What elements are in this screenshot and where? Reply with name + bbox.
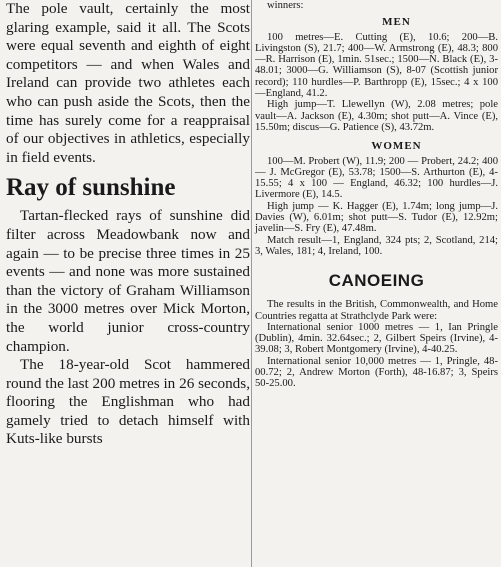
men-label: MEN [382, 16, 411, 29]
results-block [255, 0, 498, 257]
column-divider [251, 0, 252, 567]
canoeing-1000m: International senior 1000 metres — 1, Ian Pringle (Dublin), 4min. 32.64sec.; 2, Gilbert Speirs (Irvine), 4-39.08; 3, Robert Montgomery (Irvine), 4-40.25. [255, 321, 498, 356]
men-track-results: 100 metres—E. Cutting (E), 10.6; 200—B. Livingston (S), 21.7; 400—W. Armstrong (E), 48.3; 800—R. Harrison (E), 1min. 51sec.; 1500—N. Black (E), 3-48.01; 3000—G. Williamson (S), 8-07 (Scottish junior record); 110 hurdles—P. Barthropp (E), 15sec.; 4 x 100—England, 41.2. [255, 31, 498, 100]
right-column [255, 0, 498, 390]
men-field-results: High jump—T. Llewellyn (W), 2.08 metres; pole vault—A. Jackson (E), 4.30m; shot putt—A. Vince (E), 15.50m; discus—G. Patience (S), 43.72m. [255, 99, 498, 133]
women-field-results: High jump — K. Hagger (E), 1.74m; long jump—J. Davies (W), 6.01m; shot putt—S. Tudor (E), 12.92m; javelin—S. Fry (E), 47.48m. [255, 200, 498, 235]
article-subheadline: Ray of sunshine [6, 174, 176, 202]
canoeing-headline: CANOEING [328, 271, 425, 291]
match-result: Match result—1, England, 324 pts; 2, Scotland, 214; 3, Wales, 181; 4, Ireland, 100. [255, 234, 498, 257]
canoeing-block [255, 299, 498, 389]
paragraph-sunshine: Tartan-flecked rays of sunshine did filter across Meadowbank now and again — to be precise three times in 25 events — and none was more sustained than the victory of Graham Williamson in the 3000 metres over Mick Morton, the world junior cross-country champion. [6, 207, 250, 355]
paragraph-williamson: The 18-year-old Scot hammered round the last 200 metres in 26 seconds, flooring the Englishman who had gamely tried to detach himself with Kuts-like bursts [6, 356, 250, 448]
canoeing-intro: The results in the British, Commonwealth, and Home Countries regatta at Strathclyde Park were: [255, 299, 498, 322]
top-fragment: winners: [267, 0, 304, 11]
canoeing-10000m: International senior 10,000 metres — 1, Pringle, 48-00.72; 2, Andrew Morton (Forth), 48-16.87; 3, Speirs 50-25.00. [255, 355, 498, 390]
women-label: WOMEN [371, 140, 422, 153]
left-column [6, 0, 250, 449]
women-track-results: 100—M. Probert (W), 11.9; 200 — Probert, 24.2; 400 — J. McGregor (E), 53.78; 1500—S. Arthurton (E), 4-15.55; 4 x 100 — England, 46.32; 100 hurdles—J. Livermore (E), 14.5. [255, 155, 498, 201]
intro-paragraph: The pole vault, certainly the most glaring example, said it all. The Scots were equal seventh and eighth of eight competitors — and when Wales and Ireland can provide two athletes each who can push aside the Scots, then the time has surely come for a reappraisal of our objectives in athletics, especially in field events. [6, 0, 250, 166]
